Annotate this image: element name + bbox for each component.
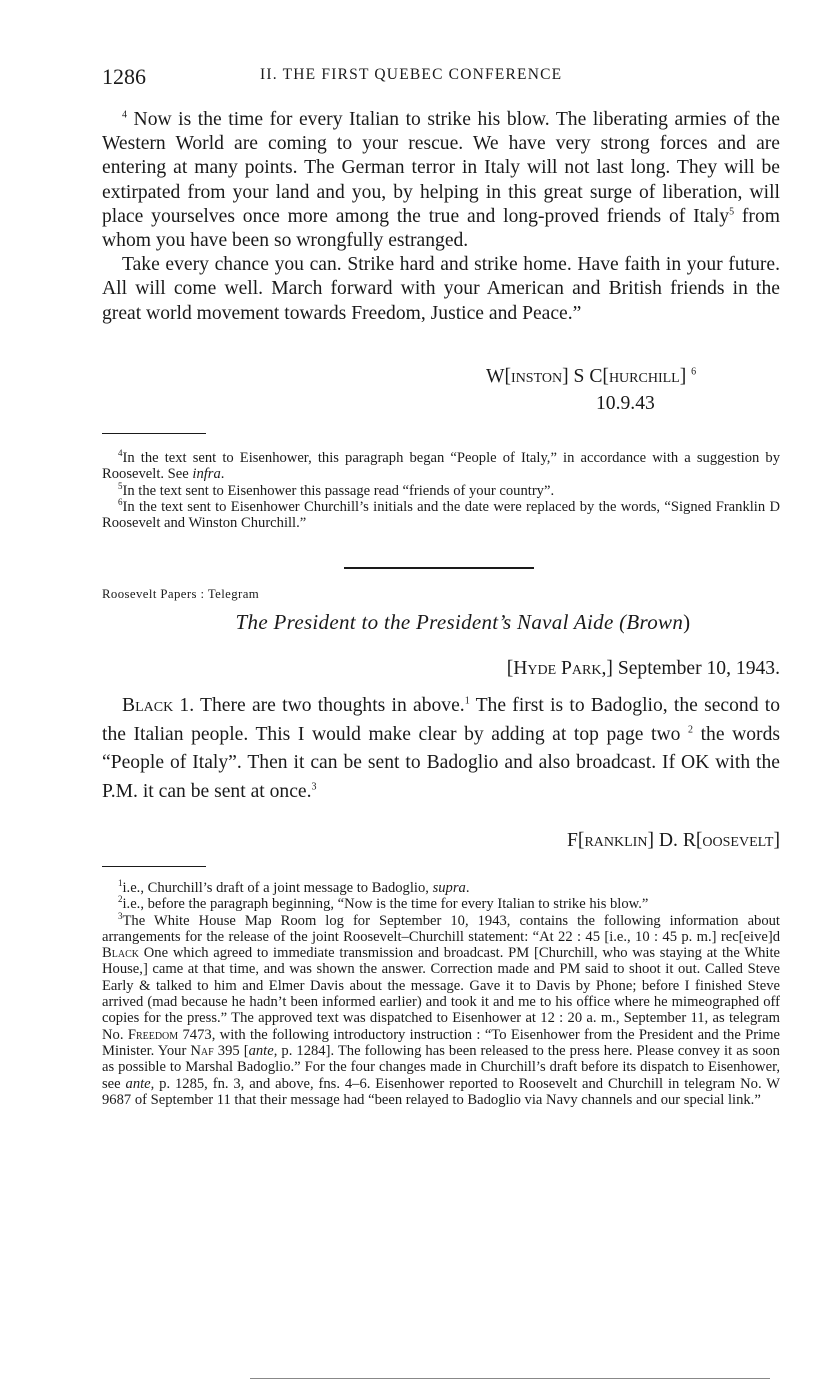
section-separator	[344, 567, 534, 569]
document-dateline: [Hyde Park,] September 10, 1943.	[506, 658, 780, 679]
footnotes-top	[102, 450, 780, 531]
page-bottom-edge	[250, 1378, 770, 1379]
letter-paragraph-1	[102, 108, 780, 253]
page-number: 1286	[102, 64, 146, 89]
roosevelt-signature: F[ranklin] D. R[oosevelt]	[567, 830, 780, 851]
document-title: The President to the President’s Naval Aide (Brown)	[235, 610, 691, 634]
footnote-rule	[102, 866, 206, 867]
footnote-ref: 1	[464, 695, 470, 707]
footnote-ref: 4	[122, 109, 127, 121]
footnote-6: $^6$In the text sent to Eisenhower Churchill’s initials and the date were replaced by the words, “Signed Franklin D Roosevelt and Winston Churchill.”	[102, 497, 780, 532]
footnotes-bottom	[102, 880, 780, 1108]
document-source: Roosevelt Papers : Telegram	[102, 587, 260, 601]
footnote-5: $^5$In the text sent to Eisenhower this passage read “friends of your country”.	[118, 480, 555, 499]
footnote-4: $^4$In the text sent to Eisenhower, this paragraph began “People of Italy,” in accordance with a suggestion by Roosevelt. See infra.	[102, 448, 780, 483]
footnote-1: $^1$i.e., Churchill’s draft of a joint message to Badoglio, supra.	[118, 878, 470, 896]
letter-paragraph-2: Take every chance you can. Strike hard and strike home. Have faith in your future. All will come well. March forward with your American and British friends in the great world movement towards Freedom, Justice and Peace.”	[102, 254, 780, 324]
footnote-ref: 2	[688, 724, 694, 736]
letter-text	[102, 108, 780, 326]
page-header	[102, 62, 780, 92]
footnote-ref: 3	[311, 781, 317, 793]
letter-date: 10.9.43	[596, 393, 655, 414]
footnote-ref: 5	[729, 206, 735, 218]
telegram-lead: Black	[122, 695, 174, 716]
para1-text-b: from whom you have been so wrongfully estranged.	[102, 205, 780, 252]
footnote-ref: 6	[691, 366, 697, 378]
footnote-3: $^3$The White House Map Room log for September 10, 1943, contains the following information about arrangements for the release of the joint Roosevelt–Churchill statement: “At 22 : 45 [i.e., 10 : 45 p. m.] rec[eive]d Black One which agreed to immediate transmission and broadcast. PM [Churchill, who was staying at the White House,] came at that time, and was shown the answer. Correction made and PM said to shoot it out. Called Steve Early & talked to him and Elmer Davis about the message. Gave it to Davis by Phone; before I finished Steve arrived (mad because he hadn’t been informed earlier) and took it and me to his office where he mimeographed off copies for the press.” The approved text was dispatched to Eisenhower at 12 : 20 a. m., September 11, as telegram No. Freedom 7473, with the following introductory instruction : “To Eisenhower from the President and the Prime Minister. Your Naf 395 [ante, p. 1284]. The following has been released to the press here. Please convey it as soon as possible to Marshal Badoglio.” For the four changes made in Churchill’s draft before its dispatch to Eisenhower, see ante, p. 1285, fn. 3, and above, fns. 4–6. Eisenhower reported to Roosevelt and Churchill in telegram No. W 9687 of September 11 that their message had “been relayed to Badoglio via Navy channels and our special link.”	[102, 910, 780, 1108]
churchill-signature: W[inston] S C[hurchill] $^6$	[486, 366, 697, 387]
footnote-rule	[102, 433, 206, 434]
running-head: II. THE FIRST QUEBEC CONFERENCE	[260, 66, 563, 83]
footnote-2: $^2$i.e., before the paragraph beginning, “Now is the time for every Italian to strike his blow.”	[118, 894, 649, 913]
para1-text-a: Now is the time for every Italian to strike his blow. The liberating armies of the Western World are coming to your rescue. We have very strong forces and are entering at many points. The German terror in Italy will not last long. They will be extirpated from your land and you, by helping in this great surge of liberation, will place yourselves once more among the true and long-proved friends of Italy	[102, 109, 780, 227]
telegram-body: Black 1. There are two thoughts in above.$^1$ The first is to Badoglio, the second to the Italian people. This I would make clear by adding at top page two $^2$ the words “People of Italy”. Then it can be sent to Badoglio and also broadcast. If OK with the P.M. it can be sent at once.$^3$	[102, 695, 780, 803]
